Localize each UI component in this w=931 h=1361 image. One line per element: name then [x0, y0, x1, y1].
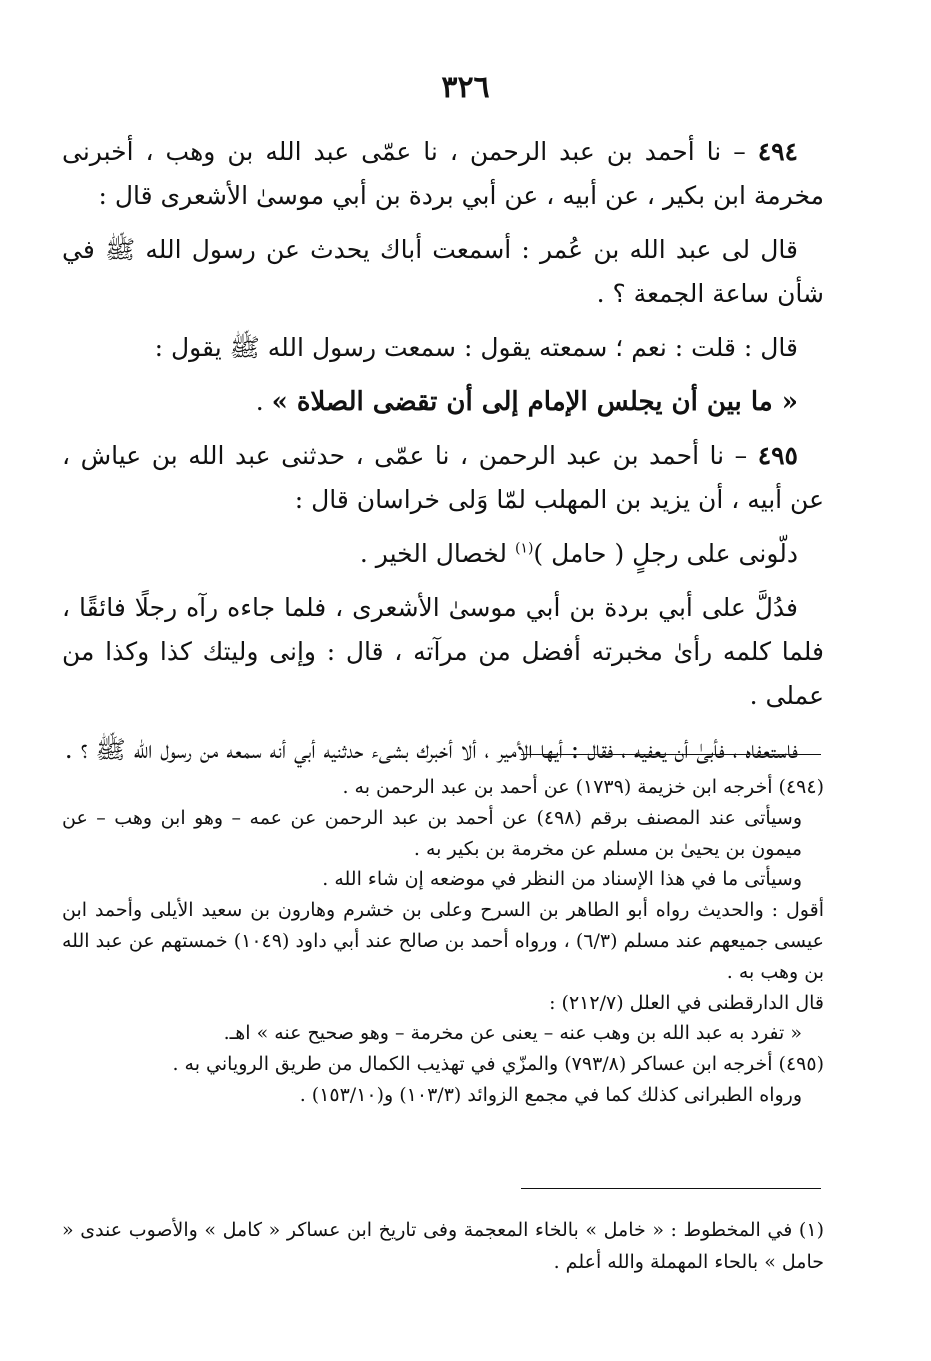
hadith-494-text-end: . — [255, 387, 272, 416]
hadith-494-paragraph-2: قال : قلت : نعم ؛ سمعته يقول : سمعت رسول الله ﷺ يقول : — [154, 333, 798, 362]
note-line: (٤٩٤) أخرجه ابن خزيمة (١٧٣٩) عن أحمد بن عبد الرحمن به . — [342, 776, 824, 798]
hadith-494-text — [62, 380, 824, 424]
hadith-495-number: ٤٩٥ — [757, 441, 798, 470]
footnote-reference: (١) — [514, 540, 534, 557]
footnote-section — [62, 1214, 824, 1278]
main-text — [62, 130, 824, 782]
hadith-494-isnad — [62, 130, 824, 218]
hadith-495-p1-end: لخصال الخير . — [359, 539, 515, 568]
note-line: أقول : والحديث رواه أبو الطاهر بن السرح وعلى بن خشرم وهارون بن سعيد الأيلى وأحمد ابن عيسى جميعهم عند مسلم (٦/٣) ، ورواه أحمد بن صالح عند أبي داود (١٠٤٩) خمستهم عن عبد الله بن وهب به . — [62, 899, 824, 983]
hadith-494-isnad-text: – نا أحمد بن عبد الرحمن ، نا عمّى عبد الله بن وهب ، أخبرنى مخرمة ابن بكير ، عن أبيه ، عن أبي بردة بن أبي موسىٰ الأشعرى قال : — [62, 137, 824, 210]
hadith-495-paragraph-1 — [62, 532, 824, 576]
note-line: ورواه الطبرانى كذلك كما في مجمع الزوائد (١٠٣/٣) و(١٥٣/١٠) . — [299, 1083, 802, 1106]
note-line: وسيأتى ما في هذا الإسناد من النظر في موضعه إن شاء الله . — [322, 868, 802, 891]
hadith-495-isnad — [62, 434, 824, 522]
footnote-divider — [521, 1188, 821, 1189]
note-line: وسيأتى عند المصنف برقم (٤٩٨) عن أحمد بن عبد الرحمن عن عمه – وهو ابن وهب – عن ميمون بن يحيىٰ بن مسلم عن مخرمة بن بكير به . — [62, 806, 802, 860]
hadith-495-isnad-text: – نا أحمد بن عبد الرحمن ، نا عمّى ، حدثنى عبد الله بن عياش ، عن أبيه ، أن يزيد بن المهلب لمّا وَلى خراسان قال : — [62, 441, 824, 514]
note-line: « تفرد به عبد الله بن وهب عنه – يعنى عن مخرمة – وهو صحيح عنه » اهـ. — [223, 1022, 802, 1045]
takhrij-notes — [62, 772, 824, 1111]
hadith-495-paragraph-2: فدُلَّ على أبي بردة بن أبي موسىٰ الأشعرى ، فلما جاءه رآه رجلًا فائقًا ، فلما كلمه رأىٰ مخبرته أفضل من مرآته ، قال : وإنى وليتك كذا وكذا من عملى . — [62, 593, 824, 710]
hadith-494-number: ٤٩٤ — [757, 137, 798, 166]
note-line: قال الدارقطنى في العلل (٢١٢/٧) : — [549, 991, 824, 1014]
page-number: ٣٢٦ — [441, 70, 490, 105]
hadith-494-matn: « ما بين أن يجلس الإمام إلى أن تقضى الصلاة » — [271, 387, 798, 417]
hadith-495-paragraph-3: فاستعفاه ، فأبىٰ أن يعفيه ، فقال : أيها الأمير ، ألا أخبرك بشىء حدثنيه أبي أنه سمعه من رسول الله ﷺ ؟ . — [64, 735, 798, 764]
notes-divider — [521, 754, 821, 755]
note-line: (٤٩٥) أخرجه ابن عساكر (٧٩٣/٨) والمزّي في تهذيب الكمال من طريق الروياني به . — [172, 1053, 824, 1076]
hadith-494-paragraph-1: قال لى عبد الله بن عُمر : أسمعت أباك يحدث عن رسول الله ﷺ في شأن ساعة الجمعة ؟ . — [62, 235, 824, 308]
footnote-1: (١) في المخطوط : « خامل » بالخاء المعجمة وفى تاريخ ابن عساكر « كامل » والأصوب عندى « حامل » بالحاء المهملة والله أعلم . — [62, 1219, 824, 1273]
hadith-495-p1-start: دلّونى على رجلٍ ( حامل ) — [533, 539, 798, 568]
